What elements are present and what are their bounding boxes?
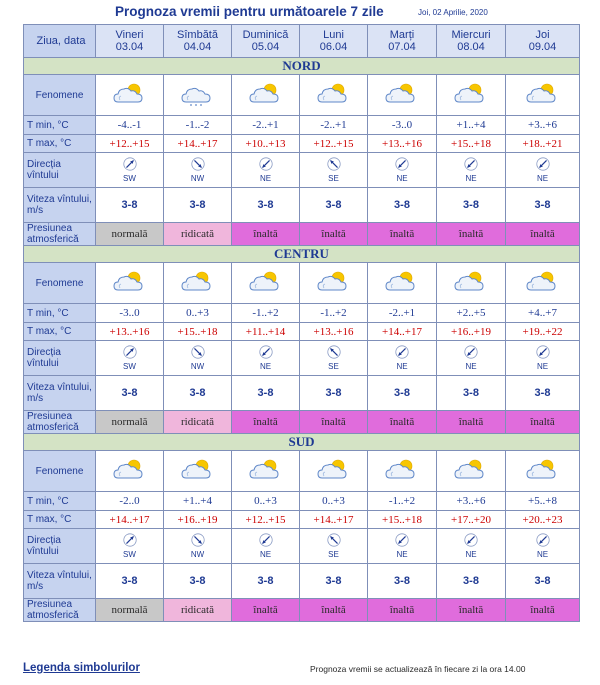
partly-cloudy-icon <box>180 286 216 298</box>
wind-speed-value: 3-8 <box>437 376 506 411</box>
wind-direction-label: SW <box>123 362 136 371</box>
day-header-1 <box>96 25 164 58</box>
phenomena-cell <box>164 75 232 116</box>
wind-arrow-icon <box>259 157 273 174</box>
day-header-5 <box>368 25 437 58</box>
wind-speed-value: 3-8 <box>506 376 580 411</box>
phenomena-cell <box>506 75 580 116</box>
wind-direction-label: NW <box>190 362 205 371</box>
day-name: Miercuri <box>451 29 491 41</box>
tmin-value: -3..0 <box>96 304 164 323</box>
partly-cloudy-icon <box>112 286 148 298</box>
pressure-value: înaltă <box>506 411 580 434</box>
tmin-value: -2..+1 <box>300 116 368 135</box>
phenomena-cell <box>232 451 300 492</box>
tmin-value: 0..+3 <box>164 304 232 323</box>
partly-cloudy-icon <box>453 286 489 298</box>
row-label-tmax: T max, °C <box>24 135 96 153</box>
row-label-presiunea: Presiunea atmosferică <box>24 599 96 622</box>
tmax-value: +20..+23 <box>506 511 580 529</box>
partly-cloudy-icon <box>248 98 284 110</box>
phenomena-cell <box>300 263 368 304</box>
tmax-value: +14..+17 <box>96 511 164 529</box>
partly-cloudy-icon <box>316 286 352 298</box>
row-label-fenomene: Fenomene <box>24 75 96 116</box>
day-date: 08.04 <box>457 41 485 53</box>
pressure-value: înaltă <box>300 599 368 622</box>
wind-speed-value: 3-8 <box>300 564 368 599</box>
tmax-value: +13..+16 <box>368 135 437 153</box>
tmax-value: +14..+17 <box>368 323 437 341</box>
phenomena-row <box>24 75 580 116</box>
day-header-2 <box>164 25 232 58</box>
region-row-centru <box>24 246 580 263</box>
wind-direction-cell <box>164 341 232 376</box>
row-label-tmax: T max, °C <box>24 511 96 529</box>
tmax-value: +10..+13 <box>232 135 300 153</box>
wind-direction-cell <box>437 341 506 376</box>
tmin-row <box>24 116 580 135</box>
tmin-value: +2..+5 <box>437 304 506 323</box>
tmin-value: 0..+3 <box>232 492 300 511</box>
row-label-viteza: Viteza vîntului, m/s <box>24 188 96 223</box>
pressure-row <box>24 411 580 434</box>
wind-direction-label: NW <box>190 550 205 559</box>
wind-direction-label: NE <box>536 362 549 371</box>
tmin-value: -3..0 <box>368 116 437 135</box>
phenomena-cell <box>300 451 368 492</box>
pressure-value: înaltă <box>368 599 437 622</box>
day-date: 03.04 <box>115 41 144 53</box>
phenomena-cell <box>164 263 232 304</box>
wind-direction-label: NE <box>259 550 272 559</box>
wind-speed-value: 3-8 <box>368 564 437 599</box>
tmax-value: +15..+18 <box>437 135 506 153</box>
tmin-value: -2..+1 <box>368 304 437 323</box>
region-title-centru: CENTRU <box>24 246 580 263</box>
phenomena-cell <box>232 75 300 116</box>
wind-direction-cell <box>506 529 580 564</box>
wind-direction-cell <box>368 153 437 188</box>
pressure-value: normală <box>96 223 164 246</box>
tmin-value: 0..+3 <box>300 492 368 511</box>
wind-speed-value: 3-8 <box>232 376 300 411</box>
wind-arrow-icon <box>327 533 341 550</box>
wind-direction-label: SE <box>328 362 339 371</box>
wind-speed-row <box>24 376 580 411</box>
day-name: Luni <box>323 29 344 41</box>
wind-speed-value: 3-8 <box>368 376 437 411</box>
day-name: Duminică <box>242 29 289 41</box>
wind-arrow-icon <box>123 345 137 362</box>
wind-direction-label: NE <box>465 550 477 559</box>
forecast-date: Joi, 02 Aprilie, 2020 <box>418 8 488 17</box>
wind-direction-label: NE <box>465 362 477 371</box>
wind-direction-label: NE <box>536 550 549 559</box>
wind-speed-value: 3-8 <box>300 188 368 223</box>
tmax-value: +14..+17 <box>300 511 368 529</box>
wind-arrow-icon <box>536 157 550 174</box>
wind-direction-label: NE <box>396 362 408 371</box>
tmax-value: +16..+19 <box>164 511 232 529</box>
tmin-value: +3..+6 <box>437 492 506 511</box>
tmax-value: +13..+16 <box>300 323 368 341</box>
tmax-value: +14..+17 <box>164 135 232 153</box>
row-label-presiunea: Presiunea atmosferică <box>24 411 96 434</box>
wind-direction-label: NE <box>396 550 408 559</box>
phenomena-cell <box>96 75 164 116</box>
wind-speed-row <box>24 564 580 599</box>
day-header-7 <box>506 25 580 58</box>
phenomena-cell <box>300 75 368 116</box>
tmin-value: -1..+2 <box>300 304 368 323</box>
wind-direction-row <box>24 529 580 564</box>
header-label: Ziua, data <box>24 25 96 58</box>
wind-speed-value: 3-8 <box>164 564 232 599</box>
wind-direction-cell <box>232 341 300 376</box>
wind-arrow-icon <box>123 533 137 550</box>
wind-direction-label: SE <box>328 174 339 183</box>
wind-direction-cell <box>96 153 164 188</box>
wind-arrow-icon <box>464 345 478 362</box>
partly-cloudy-icon <box>180 474 216 486</box>
wind-speed-value: 3-8 <box>164 188 232 223</box>
tmin-value: -1..+2 <box>368 492 437 511</box>
partly-cloudy-icon <box>384 98 420 110</box>
region-title-sud: SUD <box>24 434 580 451</box>
wind-arrow-icon <box>191 157 205 174</box>
partly-cloudy-icon <box>112 474 148 486</box>
wind-speed-value: 3-8 <box>300 376 368 411</box>
wind-direction-cell <box>232 529 300 564</box>
pressure-value: înaltă <box>300 223 368 246</box>
day-date: 04.04 <box>183 41 212 53</box>
tmin-value: +5..+8 <box>506 492 580 511</box>
tmax-value: +13..+16 <box>96 323 164 341</box>
phenomena-cell <box>164 451 232 492</box>
day-date: 07.04 <box>388 41 416 53</box>
partly-cloudy-icon <box>316 98 352 110</box>
day-name: Marți <box>389 29 415 41</box>
partly-cloudy-icon <box>248 474 284 486</box>
wind-arrow-icon <box>464 533 478 550</box>
phenomena-cell <box>437 75 506 116</box>
pressure-value: ridicată <box>164 599 232 622</box>
tmin-value: +4..+7 <box>506 304 580 323</box>
wind-direction-label: NE <box>396 174 408 183</box>
partly-cloudy-icon <box>525 286 561 298</box>
wind-arrow-icon <box>327 157 341 174</box>
pressure-value: înaltă <box>506 599 580 622</box>
pressure-value: înaltă <box>368 223 437 246</box>
wind-direction-cell <box>96 341 164 376</box>
partly-cloudy-icon <box>384 474 420 486</box>
day-date: 05.04 <box>251 41 280 53</box>
wind-direction-label: NE <box>465 174 477 183</box>
wind-direction-label: NE <box>259 362 272 371</box>
row-label-viteza: Viteza vîntului, m/s <box>24 376 96 411</box>
cloud-rain-icon <box>180 98 216 110</box>
wind-direction-cell <box>368 529 437 564</box>
wind-arrow-icon <box>327 345 341 362</box>
wind-arrow-icon <box>536 345 550 362</box>
wind-direction-cell <box>164 529 232 564</box>
tmax-value: +12..+15 <box>300 135 368 153</box>
pressure-value: înaltă <box>232 411 300 434</box>
pressure-value: înaltă <box>437 411 506 434</box>
tmin-value: -2..0 <box>96 492 164 511</box>
wind-direction-cell <box>96 529 164 564</box>
day-name: Joi <box>535 29 550 41</box>
row-label-tmin: T min, °C <box>24 304 96 323</box>
tmin-value: -2..+1 <box>232 116 300 135</box>
wind-speed-row <box>24 188 580 223</box>
tmax-row <box>24 511 580 529</box>
pressure-row <box>24 223 580 246</box>
tmax-value: +12..+15 <box>96 135 164 153</box>
tmax-row <box>24 135 580 153</box>
wind-speed-value: 3-8 <box>232 188 300 223</box>
wind-direction-cell <box>300 341 368 376</box>
tmin-value: -4..-1 <box>96 116 164 135</box>
day-date: 06.04 <box>319 41 348 53</box>
page-header <box>0 4 600 22</box>
wind-direction-cell <box>506 153 580 188</box>
wind-arrow-icon <box>259 345 273 362</box>
wind-arrow-icon <box>123 157 137 174</box>
tmin-value: -1..+2 <box>232 304 300 323</box>
wind-direction-cell <box>300 529 368 564</box>
wind-direction-cell <box>300 153 368 188</box>
pressure-value: înaltă <box>232 223 300 246</box>
partly-cloudy-icon <box>453 98 489 110</box>
wind-arrow-icon <box>395 533 409 550</box>
wind-direction-label: SW <box>123 550 136 559</box>
header-row <box>24 25 580 58</box>
partly-cloudy-icon <box>248 286 284 298</box>
row-label-tmin: T min, °C <box>24 492 96 511</box>
wind-arrow-icon <box>536 533 550 550</box>
row-label-fenomene: Fenomene <box>24 263 96 304</box>
wind-speed-value: 3-8 <box>506 188 580 223</box>
tmin-value: +1..+4 <box>164 492 232 511</box>
wind-speed-value: 3-8 <box>368 188 437 223</box>
tmax-value: +11..+14 <box>232 323 300 341</box>
row-label-tmin: T min, °C <box>24 116 96 135</box>
phenomena-cell <box>368 263 437 304</box>
wind-speed-value: 3-8 <box>232 564 300 599</box>
wind-direction-label: NE <box>259 174 272 183</box>
wind-direction-label: NE <box>536 174 549 183</box>
pressure-value: normală <box>96 411 164 434</box>
phenomena-cell <box>96 451 164 492</box>
wind-direction-row <box>24 341 580 376</box>
wind-speed-value: 3-8 <box>96 188 164 223</box>
wind-direction-cell <box>437 529 506 564</box>
pressure-value: înaltă <box>437 599 506 622</box>
row-label-directia: Direcția vîntului <box>24 153 96 188</box>
region-row-sud <box>24 434 580 451</box>
tmin-value: +3..+6 <box>506 116 580 135</box>
partly-cloudy-icon <box>384 286 420 298</box>
phenomena-cell <box>506 263 580 304</box>
partly-cloudy-icon <box>525 474 561 486</box>
phenomena-cell <box>437 451 506 492</box>
legend-link[interactable]: Legenda simbolurilor <box>23 662 140 674</box>
wind-speed-value: 3-8 <box>437 564 506 599</box>
tmin-value: +1..+4 <box>437 116 506 135</box>
day-name: Vineri <box>115 29 144 41</box>
region-row-nord <box>24 58 580 75</box>
tmin-value: -1..-2 <box>164 116 232 135</box>
phenomena-cell <box>96 263 164 304</box>
partly-cloudy-icon <box>316 474 352 486</box>
pressure-value: înaltă <box>506 223 580 246</box>
wind-arrow-icon <box>259 533 273 550</box>
wind-direction-label: NW <box>190 174 205 183</box>
pressure-value: înaltă <box>437 223 506 246</box>
wind-arrow-icon <box>191 533 205 550</box>
tmax-value: +18..+21 <box>506 135 580 153</box>
row-label-directia: Direcția vîntului <box>24 341 96 376</box>
day-name: Sîmbătă <box>177 29 218 41</box>
row-label-directia: Direcția vîntului <box>24 529 96 564</box>
tmax-value: +17..+20 <box>437 511 506 529</box>
wind-direction-row <box>24 153 580 188</box>
wind-direction-cell <box>437 153 506 188</box>
phenomena-row <box>24 451 580 492</box>
day-header-4 <box>300 25 368 58</box>
phenomena-cell <box>232 263 300 304</box>
phenomena-cell <box>506 451 580 492</box>
wind-direction-label: SE <box>328 550 339 559</box>
wind-speed-value: 3-8 <box>96 376 164 411</box>
wind-speed-value: 3-8 <box>437 188 506 223</box>
page-title: Prognoza vremii pentru următoarele 7 zile <box>115 4 384 19</box>
wind-direction-label: SW <box>123 174 136 183</box>
pressure-value: ridicată <box>164 411 232 434</box>
partly-cloudy-icon <box>525 98 561 110</box>
row-label-viteza: Viteza vîntului, m/s <box>24 564 96 599</box>
wind-speed-value: 3-8 <box>506 564 580 599</box>
tmax-value: +12..+15 <box>232 511 300 529</box>
tmax-row <box>24 323 580 341</box>
region-title-nord: NORD <box>24 58 580 75</box>
pressure-value: înaltă <box>368 411 437 434</box>
tmax-value: +16..+19 <box>437 323 506 341</box>
wind-direction-cell <box>506 341 580 376</box>
pressure-row <box>24 599 580 622</box>
row-label-tmax: T max, °C <box>24 323 96 341</box>
phenomena-cell <box>368 75 437 116</box>
pressure-value: ridicată <box>164 223 232 246</box>
pressure-value: înaltă <box>232 599 300 622</box>
wind-arrow-icon <box>191 345 205 362</box>
tmin-row <box>24 304 580 323</box>
phenomena-row <box>24 263 580 304</box>
tmax-value: +19..+22 <box>506 323 580 341</box>
wind-speed-value: 3-8 <box>164 376 232 411</box>
day-header-3 <box>232 25 300 58</box>
wind-arrow-icon <box>395 345 409 362</box>
tmax-value: +15..+18 <box>164 323 232 341</box>
row-label-fenomene: Fenomene <box>24 451 96 492</box>
wind-direction-cell <box>368 341 437 376</box>
phenomena-cell <box>437 263 506 304</box>
pressure-value: normală <box>96 599 164 622</box>
pressure-value: înaltă <box>300 411 368 434</box>
day-date: 09.04 <box>528 41 557 53</box>
wind-arrow-icon <box>395 157 409 174</box>
wind-arrow-icon <box>464 157 478 174</box>
phenomena-cell <box>368 451 437 492</box>
update-note: Prognoza vremii se actualizează în fiecare zi la ora 14.00 <box>310 664 526 674</box>
partly-cloudy-icon <box>112 98 148 110</box>
forecast-table <box>23 24 580 622</box>
day-header-6 <box>437 25 506 58</box>
partly-cloudy-icon <box>453 474 489 486</box>
wind-direction-cell <box>164 153 232 188</box>
tmin-row <box>24 492 580 511</box>
wind-direction-cell <box>232 153 300 188</box>
row-label-presiunea: Presiunea atmosferică <box>24 223 96 246</box>
tmax-value: +15..+18 <box>368 511 437 529</box>
wind-speed-value: 3-8 <box>96 564 164 599</box>
